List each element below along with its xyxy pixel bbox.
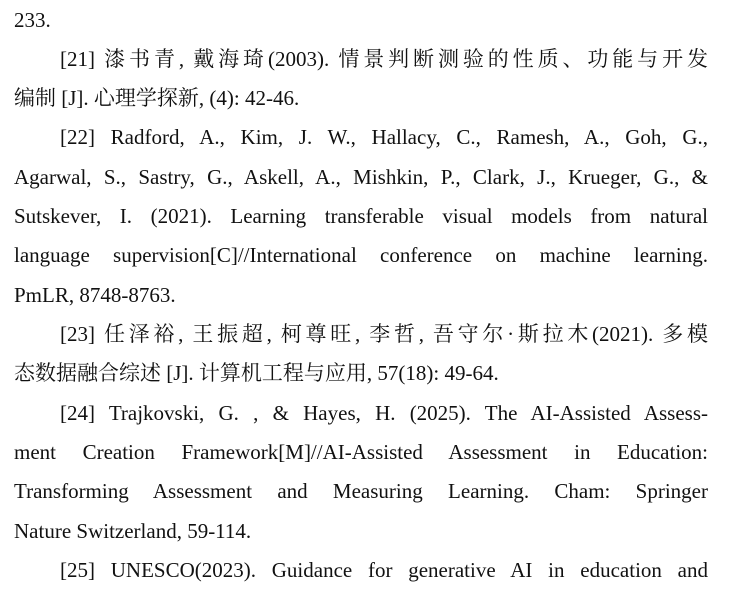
reference-23-line-1: [23] 任泽裕, 王振超, 柯尊旺, 李哲, 吾守尔·斯拉木(2021). 多模 (60, 322, 708, 346)
reference-24-line-3: Transforming Assessment and Measuring Learning. Cham: Springer (14, 479, 708, 503)
reference-22-line-3: Sutskever, I. (2021). Learning transferable visual models from natural (14, 204, 708, 228)
reference-22-line-2: Agarwal, S., Sastry, G., Askell, A., Mishkin, P., Clark, J., Krueger, G., & (14, 165, 708, 189)
reference-20-tail: 233. (14, 8, 51, 32)
reference-24-line-1: [24] Trajkovski, G. , & Hayes, H. (2025). The AI-Assisted Assess- (60, 401, 708, 425)
reference-25-line-1: [25] UNESCO(2023). Guidance for generative AI in education and (60, 558, 708, 582)
reference-21-line-1: [21] 漆书青, 戴海琦(2003). 情景判断测验的性质、功能与开发 (60, 47, 708, 71)
reference-23-line-2: 态数据融合综述 [J]. 计算机工程与应用, 57(18): 49-64. (14, 361, 499, 385)
reference-24-line-2: ment Creation Framework[M]//AI-Assisted Assessment in Education: (14, 440, 708, 464)
reference-22-line-1: [22] Radford, A., Kim, J. W., Hallacy, C., Ramesh, A., Goh, G., (60, 125, 708, 149)
reference-21-line-2: 编制 [J]. 心理学探新, (4): 42-46. (14, 86, 300, 110)
reference-22-line-5: PmLR, 8748-8763. (14, 283, 176, 307)
reference-24-line-4: Nature Switzerland, 59-114. (14, 519, 252, 543)
reference-22-line-4: language supervision[C]//International conference on machine learning. (14, 243, 708, 267)
